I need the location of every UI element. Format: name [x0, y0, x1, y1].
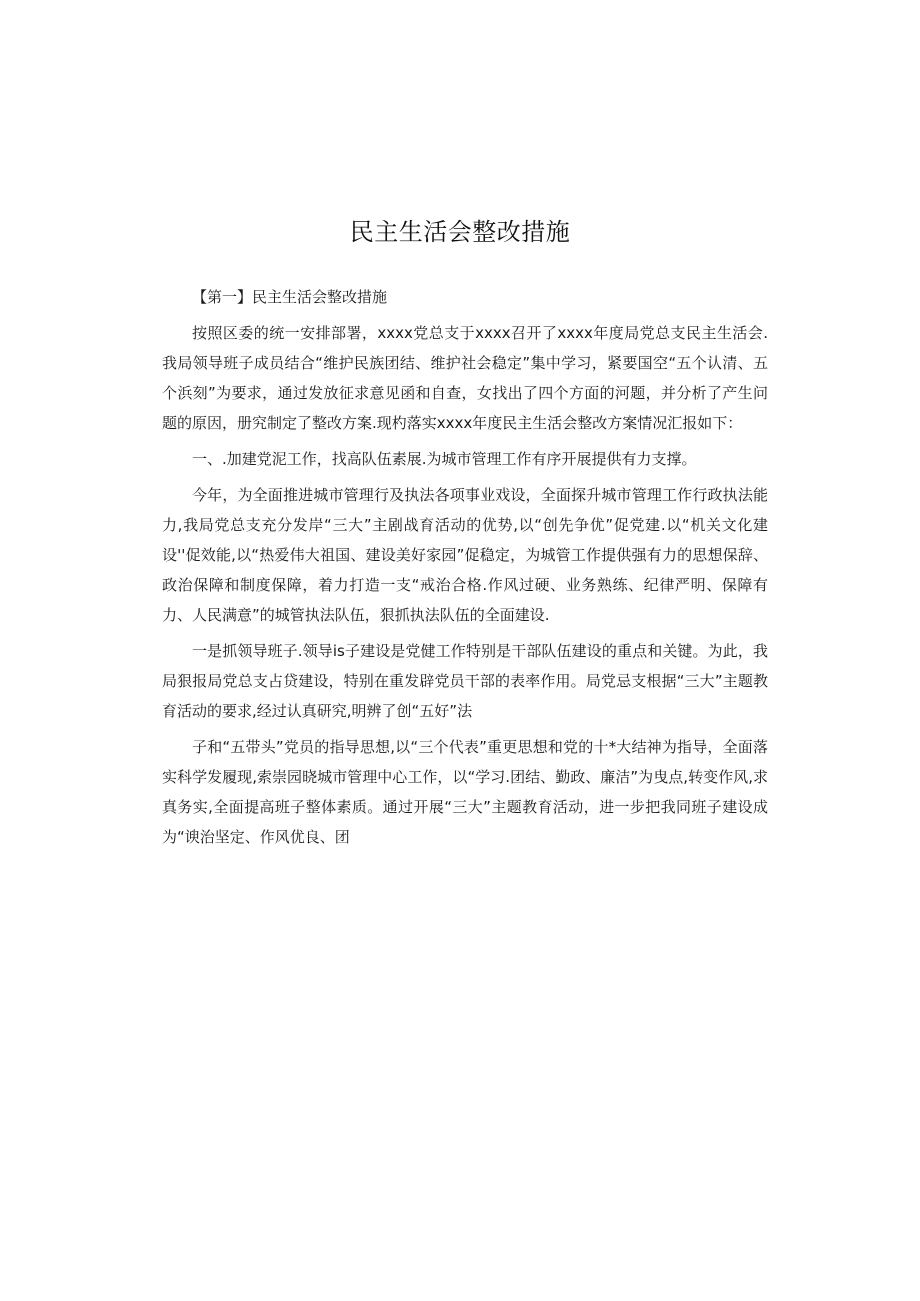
- paragraph-continuation: 子和“五带头”党员的指导思想,以“三个代表”重更思想和党的十*大结神为指导，全面落实科学发履现,索崇园晓城市管理中心工作，以“学习.团结、勤政、廉洁”为曳点,转变作风,求真务实,全面提高班子整体素质。通过开展“三大”主题教育活动，进一步把我同班子建设成为“谀治坚定、作风优良、团: [162, 738, 768, 846]
- document-title: 民主生活会整改措施: [349, 218, 571, 246]
- document-body: [162, 282, 768, 858]
- paragraph-leadership: 一是抓领导班子.领导is子建设是党健工作特别是干部队伍建设的重点和关键。为此，我局狠报局党总支占贷建设，特别在重发辟党员干部的表率作用。局党忌支根据“三大”主题教育活动的要求,经过认真研究,明辨了创“五好”法: [162, 642, 768, 720]
- paragraph-this-year: 今年，为全面推进城市管理行及执法各项事业戏设，全面探升城市管理工作行政执法能力,我局党总支充分发岸“三大”主剧战育活动的优势,以“创先争优”促党建.以“机关文化建设''促效能,以“热爱伟大祖国、建设美好家园”促稳定，为城管工作提供强有力的思想保辞、政治保障和制度保障，着力打造一支“戒治合格.作风过硬、业务熟练、纪律严明、保障有力、人民满意”的城管执法队伍，狠抓执法队伍的全面建设.: [162, 486, 768, 624]
- section-heading: 【第一】民主生活会整改措施: [192, 288, 388, 306]
- paragraph-point-one-heading: 一、.加建党泥工作，找高队伍素展.为城市管理工作有序开展提供有力支撑。: [192, 450, 697, 468]
- paragraph-intro: 按照区委的统一安排部署，xxxx党总支于xxxx召开了xxxx年度局党总支民主生活会.我局领导班子成员结合“维护民族团结、维护社会稳定”集中学习，紧要国空“五个认清、五个浜刻”为要求，通过发放征求意见函和自查，女找出了四个方面的河题，并分析了产生问题的原因，册究制定了整改方案.现杓落实xxxx年度民主生活会整改方案情况汇报如下：: [162, 324, 768, 432]
